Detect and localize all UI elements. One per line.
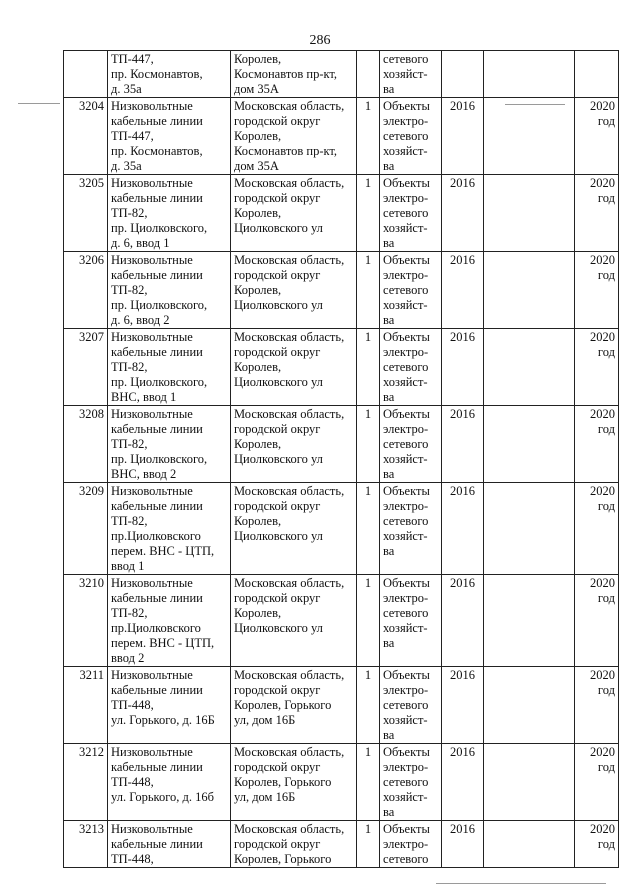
object-type-text: сетевого хозяйст- ва (383, 52, 429, 96)
object-type-cell (380, 329, 442, 406)
empty-cell (484, 175, 575, 252)
table-row (64, 483, 619, 575)
end-year-cell (575, 329, 619, 406)
registry-body (64, 51, 619, 868)
row-number-cell (64, 575, 108, 667)
end-year-cell (575, 252, 619, 329)
row-number-text: 3210 (79, 576, 104, 590)
start-year-cell (442, 329, 484, 406)
address-cell (231, 329, 357, 406)
start-year-text: 2016 (450, 176, 475, 190)
object-type-text: Объекты электро- сетевого хозяйст- ва (383, 668, 430, 742)
row-number-cell (64, 252, 108, 329)
row-number-cell (64, 667, 108, 744)
empty-cell (484, 483, 575, 575)
object-type-cell (380, 667, 442, 744)
address-cell (231, 406, 357, 483)
object-type-cell (380, 252, 442, 329)
end-year-cell (575, 667, 619, 744)
object-type-cell (380, 483, 442, 575)
row-number-cell (64, 175, 108, 252)
row-number-cell (64, 406, 108, 483)
table-row (64, 252, 619, 329)
table-row (64, 744, 619, 821)
quantity-cell (357, 575, 380, 667)
address-cell (231, 175, 357, 252)
end-year-cell (575, 175, 619, 252)
object-name-cell (108, 575, 231, 667)
start-year-cell (442, 744, 484, 821)
object-name-cell (108, 406, 231, 483)
quantity-text: 1 (364, 745, 372, 759)
object-name-text: ТП-447, пр. Космонавтов, д. 35а (111, 52, 203, 96)
quantity-cell (357, 51, 380, 98)
quantity-cell (357, 329, 380, 406)
quantity-text: 1 (364, 330, 372, 344)
address-cell (231, 575, 357, 667)
empty-cell (484, 575, 575, 667)
start-year-text: 2016 (450, 822, 475, 836)
object-name-cell (108, 821, 231, 868)
end-year-cell (575, 51, 619, 98)
start-year-text: 2016 (450, 99, 475, 113)
address-cell (231, 252, 357, 329)
row-number-text: 3213 (79, 822, 104, 836)
object-type-cell (380, 744, 442, 821)
empty-cell (484, 98, 575, 175)
table-row (64, 821, 619, 868)
address-text: Московская область, городской округ Королев, Циолковского ул (234, 407, 345, 466)
object-type-text: Объекты электро- сетевого (383, 822, 430, 866)
address-cell (231, 744, 357, 821)
object-type-cell (380, 98, 442, 175)
object-type-text: Объекты электро- сетевого хозяйст- ва (383, 745, 430, 819)
table-row (64, 575, 619, 667)
registry-table (63, 50, 619, 868)
object-name-text: Низковольтные кабельные линии ТП-82, пр. Циолковского, ВНС, ввод 1 (111, 330, 208, 404)
end-year-cell (575, 406, 619, 483)
object-name-cell (108, 483, 231, 575)
object-type-cell (380, 821, 442, 868)
start-year-text: 2016 (450, 668, 475, 682)
object-name-text: Низковольтные кабельные линии ТП-448, ул. Горького, д. 16б (111, 745, 214, 804)
object-name-text: Низковольтные кабельные линии ТП-82, пр.Циолковского перем. ВНС - ЦТП, ввод 2 (111, 576, 215, 665)
scan-artifact (18, 103, 60, 104)
start-year-cell (442, 667, 484, 744)
end-year-text: 2020 год (590, 745, 615, 774)
start-year-cell (442, 51, 484, 98)
object-name-text: Низковольтные кабельные линии ТП-82, пр. Циолковского, ВНС, ввод 2 (111, 407, 208, 481)
end-year-text: 2020 год (590, 576, 615, 605)
end-year-cell (575, 483, 619, 575)
object-name-text: Низковольтные кабельные линии ТП-82, пр. Циолковского, д. 6, ввод 1 (111, 176, 208, 250)
end-year-text: 2020 год (590, 407, 615, 436)
quantity-cell (357, 406, 380, 483)
object-name-text: Низковольтные кабельные линии ТП-82, пр. Циолковского, д. 6, ввод 2 (111, 253, 208, 327)
object-type-cell (380, 51, 442, 98)
scan-artifact (505, 104, 565, 105)
row-number-text: 3204 (79, 99, 104, 113)
start-year-cell (442, 483, 484, 575)
address-text: Московская область, городской округ Королев, Горького (234, 822, 345, 866)
object-type-text: Объекты электро- сетевого хозяйст- ва (383, 99, 430, 173)
scan-artifact (436, 883, 606, 884)
object-type-cell (380, 575, 442, 667)
quantity-cell (357, 667, 380, 744)
quantity-text: 1 (364, 176, 372, 190)
start-year-cell (442, 406, 484, 483)
row-number-text: 3209 (79, 484, 104, 498)
start-year-cell (442, 821, 484, 868)
address-cell (231, 821, 357, 868)
row-number-cell (64, 329, 108, 406)
address-cell (231, 667, 357, 744)
quantity-text: 1 (364, 99, 372, 113)
empty-cell (484, 744, 575, 821)
quantity-cell (357, 744, 380, 821)
address-text: Московская область, городской округ Королев, Циолковского ул (234, 484, 345, 543)
end-year-text: 2020 год (590, 99, 615, 128)
end-year-text: 2020 год (590, 822, 615, 851)
address-cell (231, 51, 357, 98)
row-number-text: 3212 (79, 745, 104, 759)
start-year-text: 2016 (450, 576, 475, 590)
empty-cell (484, 329, 575, 406)
quantity-text: 1 (364, 407, 372, 421)
end-year-text: 2020 год (590, 668, 615, 697)
address-text: Московская область, городской округ Королев, Циолковского ул (234, 253, 345, 312)
quantity-cell (357, 98, 380, 175)
quantity-cell (357, 175, 380, 252)
object-name-cell (108, 175, 231, 252)
quantity-cell (357, 252, 380, 329)
table-row (64, 175, 619, 252)
end-year-cell (575, 821, 619, 868)
end-year-text: 2020 год (590, 484, 615, 513)
object-name-text: Низковольтные кабельные линии ТП-448, ул. Горького, д. 16Б (111, 668, 215, 727)
object-type-text: Объекты электро- сетевого хозяйст- ва (383, 576, 430, 650)
quantity-text: 1 (364, 668, 372, 682)
address-text: Московская область, городской округ Королев, Космонавтов пр-кт, дом 35А (234, 99, 345, 173)
table-row (64, 406, 619, 483)
object-name-text: Низковольтные кабельные линии ТП-448, (111, 822, 203, 866)
start-year-text: 2016 (450, 330, 475, 344)
row-number-text: 3207 (79, 330, 104, 344)
object-name-cell (108, 51, 231, 98)
start-year-cell (442, 252, 484, 329)
start-year-text: 2016 (450, 253, 475, 267)
object-type-text: Объекты электро- сетевого хозяйст- ва (383, 407, 430, 481)
table-row (64, 667, 619, 744)
empty-cell (484, 667, 575, 744)
quantity-text: 1 (364, 576, 372, 590)
address-text: Московская область, городской округ Королев, Циолковского ул (234, 330, 345, 389)
row-number-text: 3205 (79, 176, 104, 190)
row-number-text: 3208 (79, 407, 104, 421)
row-number-cell (64, 744, 108, 821)
end-year-text: 2020 год (590, 253, 615, 282)
quantity-text: 1 (364, 484, 372, 498)
address-text: Московская область, городской округ Королев, Горького ул, дом 16Б (234, 745, 345, 804)
end-year-text: 2020 год (590, 176, 615, 205)
object-name-cell (108, 667, 231, 744)
table-row (64, 98, 619, 175)
address-text: Королев, Космонавтов пр-кт, дом 35А (234, 52, 338, 96)
row-number-cell (64, 51, 108, 98)
quantity-text: 1 (364, 822, 372, 836)
end-year-text: 2020 год (590, 330, 615, 359)
row-number-cell (64, 483, 108, 575)
object-name-cell (108, 252, 231, 329)
quantity-cell (357, 821, 380, 868)
row-number-text: 3211 (79, 668, 104, 682)
end-year-cell (575, 744, 619, 821)
row-number-cell (64, 821, 108, 868)
object-type-cell (380, 406, 442, 483)
object-name-cell (108, 329, 231, 406)
row-number-text: 3206 (79, 253, 104, 267)
address-text: Московская область, городской округ Королев, Горького ул, дом 16Б (234, 668, 345, 727)
address-text: Московская область, городской округ Королев, Циолковского ул (234, 576, 345, 635)
object-type-text: Объекты электро- сетевого хозяйст- ва (383, 176, 430, 250)
address-cell (231, 483, 357, 575)
table-row (64, 51, 619, 98)
start-year-text: 2016 (450, 407, 475, 421)
address-cell (231, 98, 357, 175)
start-year-text: 2016 (450, 484, 475, 498)
start-year-cell (442, 175, 484, 252)
row-number-cell (64, 98, 108, 175)
object-type-cell (380, 175, 442, 252)
object-type-text: Объекты электро- сетевого хозяйст- ва (383, 484, 430, 558)
empty-cell (484, 51, 575, 98)
start-year-cell (442, 98, 484, 175)
empty-cell (484, 821, 575, 868)
table-row (64, 329, 619, 406)
start-year-cell (442, 575, 484, 667)
quantity-text: 1 (364, 253, 372, 267)
quantity-cell (357, 483, 380, 575)
object-name-text: Низковольтные кабельные линии ТП-447, пр. Космонавтов, д. 35а (111, 99, 203, 173)
empty-cell (484, 252, 575, 329)
end-year-cell (575, 575, 619, 667)
page-number: 286 (309, 33, 331, 48)
object-type-text: Объекты электро- сетевого хозяйст- ва (383, 253, 430, 327)
start-year-text: 2016 (450, 745, 475, 759)
empty-cell (484, 406, 575, 483)
object-name-cell (108, 744, 231, 821)
object-type-text: Объекты электро- сетевого хозяйст- ва (383, 330, 430, 404)
address-text: Московская область, городской округ Королев, Циолковского ул (234, 176, 345, 235)
end-year-cell (575, 98, 619, 175)
object-name-text: Низковольтные кабельные линии ТП-82, пр.Циолковского перем. ВНС - ЦТП, ввод 1 (111, 484, 215, 573)
object-name-cell (108, 98, 231, 175)
